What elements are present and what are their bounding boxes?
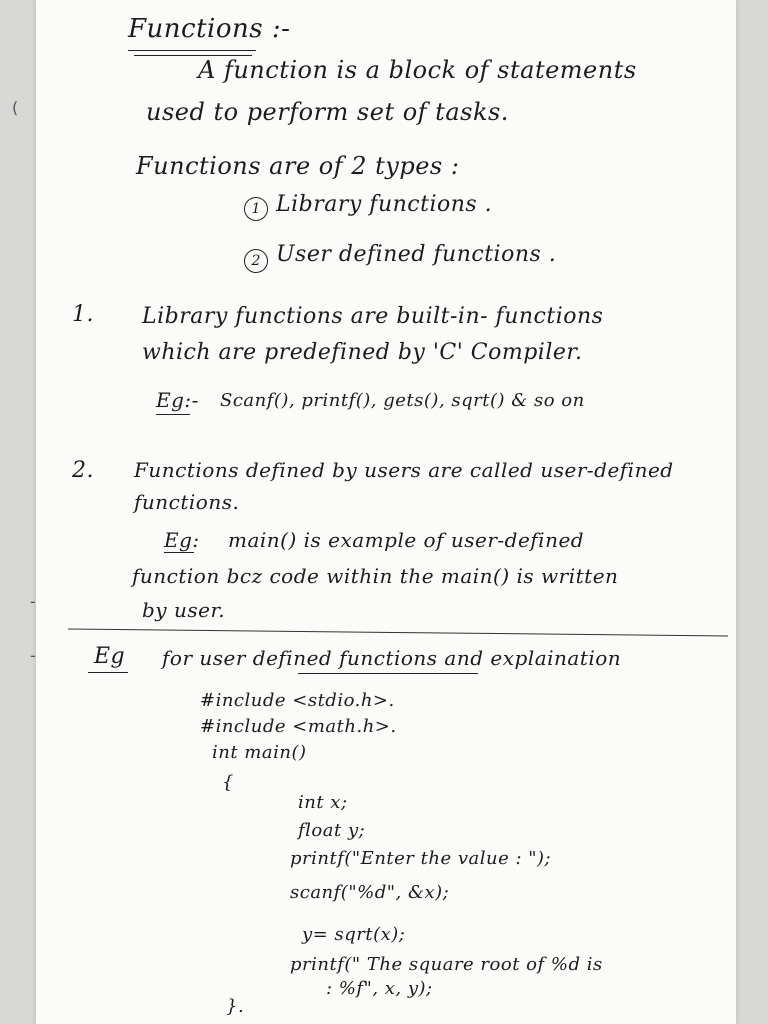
definition-line-1: A function is a block of statements	[198, 56, 637, 84]
type-item-user-defined: User defined functions .	[276, 242, 557, 267]
circled-number-2: 2	[244, 249, 268, 273]
notebook-page	[36, 0, 736, 1024]
section-number-2: 2.	[72, 458, 94, 483]
user-line-1: Functions defined by users are called user-defined	[134, 458, 674, 482]
page-title: Functions :-	[128, 14, 291, 44]
library-eg-text: Scanf(), printf(), gets(), sqrt() & so on	[220, 390, 585, 411]
code-line-6: float y;	[298, 820, 366, 841]
types-intro: Functions are of 2 types :	[136, 152, 460, 180]
eg-underline-3	[88, 672, 128, 673]
example-heading: for user defined functions and explaination	[162, 646, 622, 670]
margin-mark: (	[12, 98, 19, 117]
library-line-2: which are predefined by 'C' Compiler.	[142, 340, 583, 365]
example-eg-label: Eg	[94, 644, 126, 669]
eg-underline-1	[156, 414, 190, 415]
margin-mark: -	[30, 646, 36, 665]
definition-line-2: used to perform set of tasks.	[146, 98, 509, 126]
example-heading-underline	[298, 673, 478, 674]
user-line-2: functions.	[134, 490, 240, 514]
code-line-9: y= sqrt(x);	[302, 924, 406, 945]
user-eg-line-3: by user.	[142, 598, 226, 622]
code-line-5: int x;	[298, 792, 348, 813]
code-line-11: : %f", x, y);	[326, 978, 433, 999]
code-line-12: }.	[226, 996, 245, 1017]
code-line-7: printf("Enter the value : ");	[290, 848, 552, 869]
code-line-2: #include <math.h>.	[200, 716, 397, 737]
user-eg-line-1: main() is example of user-defined	[228, 528, 585, 552]
section-number-1: 1.	[72, 302, 94, 327]
code-line-1: #include <stdio.h>.	[200, 690, 395, 711]
circled-number-1: 1	[244, 197, 268, 221]
code-line-8: scanf("%d", &x);	[290, 882, 450, 903]
code-line-3: int main()	[212, 742, 307, 763]
section-divider	[68, 629, 728, 637]
user-eg-line-2: function bcz code within the main() is written	[132, 564, 619, 588]
code-line-4: {	[222, 772, 234, 793]
margin-mark: -	[30, 592, 36, 611]
library-line-1: Library functions are built-in- functions	[142, 304, 604, 329]
eg-underline-2	[164, 552, 194, 553]
code-line-10: printf(" The square root of %d is	[290, 954, 603, 975]
library-eg-label: Eg:-	[156, 388, 199, 412]
type-item-library: Library functions .	[276, 192, 493, 217]
title-underline	[128, 50, 256, 51]
user-eg-label: Eg:	[164, 528, 200, 552]
